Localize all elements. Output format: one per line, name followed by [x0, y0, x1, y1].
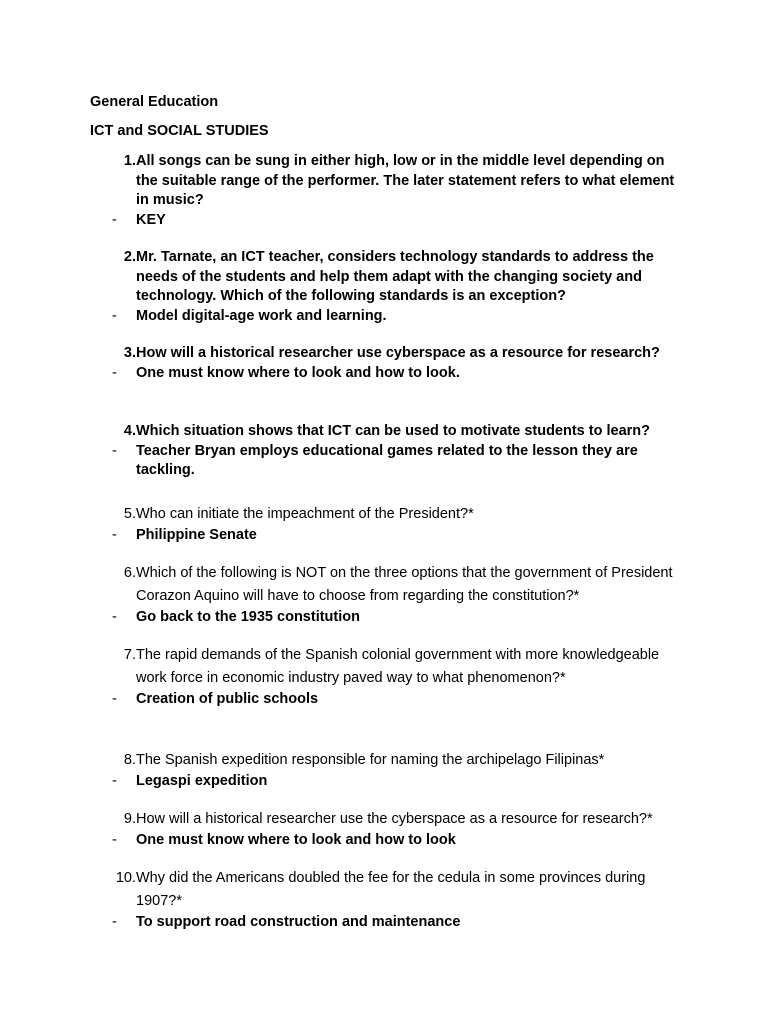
- question-number: 2.: [123, 249, 136, 265]
- answer-dash: -: [112, 364, 117, 381]
- question-number: 9.: [123, 811, 136, 827]
- answer-text: Model digital-age work and learning.: [136, 307, 387, 324]
- answer-text: One must know where to look and how to look.: [136, 364, 460, 381]
- answer-text: KEY: [136, 211, 166, 228]
- question-item-8: [90, 749, 690, 792]
- question-text: Why did the Americans doubled the fee for the cedula in some provinces during 1907?*: [136, 870, 646, 909]
- question-item-4: [90, 422, 690, 481]
- question-item-1: [90, 152, 690, 230]
- question-number: 4.: [123, 423, 136, 439]
- question-number: 5.: [123, 506, 136, 522]
- answer-dash: -: [112, 832, 117, 848]
- answer-dash: -: [112, 691, 117, 707]
- question-number: 8.: [123, 752, 136, 768]
- question-number: 3.: [123, 345, 136, 361]
- answer-text: Go back to the 1935 constitution: [136, 609, 360, 625]
- answer-dash: -: [112, 527, 117, 543]
- answer-dash: -: [112, 307, 117, 324]
- question-text: Mr. Tarnate, an ICT teacher, considers technology standards to address the needs of the students and help them adapt with the changing society and technology. Which of the following standards is an exception?: [136, 249, 654, 304]
- section-title: ICT and SOCIAL STUDIES: [90, 123, 269, 139]
- answer-text: To support road construction and maintenance: [136, 914, 461, 930]
- answer-text: One must know where to look and how to look: [136, 832, 456, 848]
- question-number: 6.: [123, 565, 136, 581]
- question-item-3: [90, 344, 690, 383]
- question-text: All songs can be sung in either high, low or in the middle level depending on the suitable range of the performer. The later statement refers to what element in music?: [136, 153, 675, 208]
- question-item-5: [90, 503, 690, 546]
- answer-dash: -: [112, 914, 117, 930]
- question-text: Which of the following is NOT on the three options that the government of President Corazon Aquino will have to choose from regarding the constitution?*: [136, 565, 673, 604]
- question-number: 7.: [123, 647, 136, 663]
- answer-text: Legaspi expedition: [136, 773, 268, 789]
- question-item-9: [90, 808, 690, 851]
- answer-dash: -: [112, 442, 117, 459]
- question-text: Which situation shows that ICT can be used to motivate students to learn?: [136, 423, 650, 439]
- answer-text: Teacher Bryan employs educational games related to the lesson they are tackling.: [136, 442, 638, 478]
- answer-text: Philippine Senate: [136, 527, 257, 543]
- answer-text: Creation of public schools: [136, 691, 319, 707]
- question-item-10: [90, 867, 690, 933]
- answer-dash: -: [112, 609, 117, 625]
- question-text: The rapid demands of the Spanish colonial government with more knowledgeable work force in economic industry paved way to what phenomenon?*: [136, 647, 660, 686]
- question-text: The Spanish expedition responsible for naming the archipelago Filipinas*: [136, 752, 605, 768]
- answer-dash: -: [112, 773, 117, 789]
- question-text: How will a historical researcher use cyberspace as a resource for research?: [136, 345, 660, 361]
- question-item-2: [90, 248, 690, 326]
- question-item-7: [90, 644, 690, 710]
- answer-dash: -: [112, 211, 117, 228]
- question-text: How will a historical researcher use the cyberspace as a resource for research?*: [136, 811, 653, 827]
- question-number: 10.: [115, 870, 136, 886]
- question-text: Who can initiate the impeachment of the President?*: [136, 506, 474, 522]
- document-title: General Education: [90, 94, 219, 110]
- question-item-6: [90, 562, 690, 628]
- question-number: 1.: [123, 153, 136, 169]
